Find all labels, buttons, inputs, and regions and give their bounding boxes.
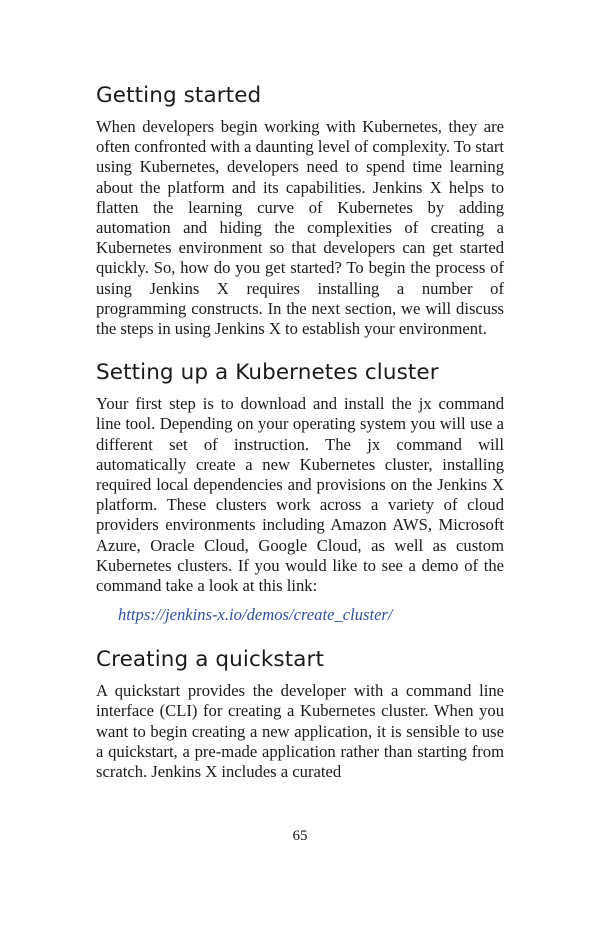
page-number: 65 — [292, 828, 308, 844]
paragraph-quickstart: A quickstart provides the developer with a command line interface (CLI) for creating a Kubernetes cluster. When you want to begin creating a new application, it is sensible to use a quickstart, a pre-made application rather than starting from scratch. Jenkins X includes a curated — [96, 681, 504, 782]
section-heading-kubernetes-cluster: Setting up a Kubernetes cluster — [96, 360, 439, 386]
page-content — [96, 82, 504, 782]
create-cluster-link[interactable]: https://jenkins-x.io/demos/create_cluster/ — [118, 605, 393, 625]
paragraph-kubernetes-cluster: Your first step is to download and install the jx command line tool. Depending on your operating system you will use a different set of instruction. The jx command will automatically create a new Kubernetes cluster, installing required local dependencies and provisions on the Jenkins X platform. These clusters work across a variety of cloud providers environments including Amazon AWS, Microsoft Azure, Oracle Cloud, Google Cloud, as well as custom Kubernetes clusters. If you would like to see a demo of the command take a look at this link: — [96, 394, 504, 596]
section-heading-quickstart: Creating a quickstart — [96, 647, 324, 673]
paragraph-getting-started: When developers begin working with Kubernetes, they are often confronted with a daunting level of complexity. To start using Kubernetes, developers need to spend time learning about the platform and its capabilities. Jenkins X helps to flatten the learning curve of Kubernetes by adding automation and hiding the complexities of creating a Kubernetes environment so that developers can get started quickly. So, how do you get started? To begin the process of using Jenkins X requires installing a number of programming constructs. In the next section, we will discuss the steps in using Jenkins X to establish your environment. — [96, 117, 504, 339]
section-heading-getting-started: Getting started — [96, 83, 262, 108]
